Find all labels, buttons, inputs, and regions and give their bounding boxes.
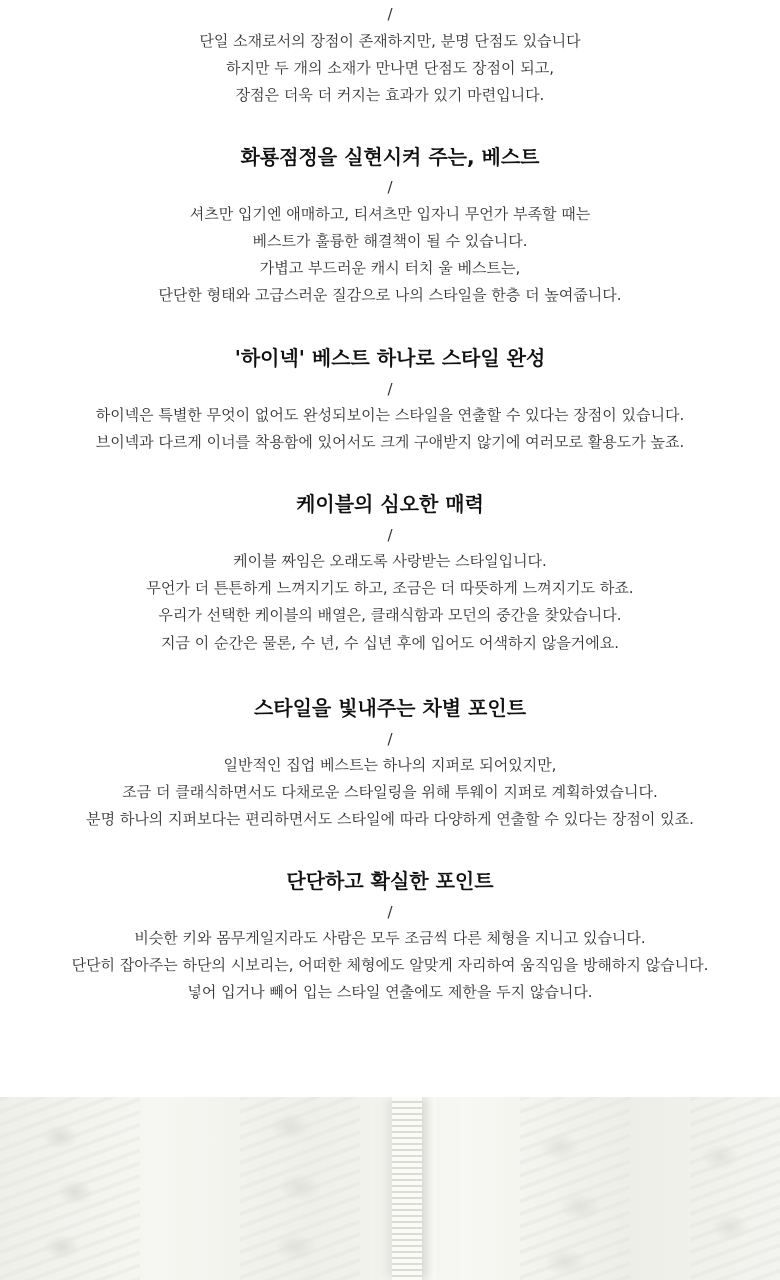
cable-knit-texture: [240, 1097, 360, 1280]
section-text-line: 가볍고 부드러운 캐시 터치 울 베스트는,: [259, 259, 521, 277]
section-text-line: 지금 이 순간은 물론, 수 년, 수 십년 후에 입어도 어색하지 않을거에요.: [161, 634, 619, 652]
section-text-line: 단단히 잡아주는 하단의 시보리는, 어떠한 체형에도 알맞게 자리하여 움직임을 방해하지 않습니다.: [71, 956, 709, 974]
section-text-line: 무언가 더 튼튼하게 느껴지기도 하고, 조금은 더 따뜻하게 느껴지기도 하죠.: [146, 579, 634, 597]
section-text-line: 넣어 입거나 빼어 입는 스타일 연출에도 제한을 두지 않습니다.: [187, 983, 593, 1001]
zipper-tape: [378, 1097, 392, 1280]
cable-knit-texture: [0, 1097, 140, 1280]
section-heading: '하이넥' 베스트 하나로 스타일 완성: [234, 346, 546, 370]
section-text-line: 우리가 선택한 케이블의 배열은, 클래식함과 모던의 중간을 찾았습니다.: [158, 606, 622, 624]
zipper: [392, 1097, 422, 1280]
section-divider: /: [387, 178, 393, 196]
section-text-line: 하이넥은 특별한 무엇이 없어도 완성되보이는 스타일을 연출할 수 있다는 장점이 있습니다.: [95, 406, 685, 424]
section-text-line: 셔츠만 입기엔 애매하고, 티셔츠만 입자니 무언가 부족할 때는: [189, 205, 591, 223]
section-text-line: 분명 하나의 지퍼보다는 편리하면서도 스타일에 따라 다양하게 연출할 수 있다는 장점이 있죠.: [86, 810, 694, 828]
section-text-line: 장점은 더욱 더 커지는 효과가 있기 마련입니다.: [235, 86, 545, 104]
section-divider: /: [387, 730, 393, 748]
section-text-line: 단일 소재로서의 장점이 존재하지만, 분명 단점도 있습니다: [199, 32, 581, 50]
section-text-line: 일반적인 집업 베스트는 하나의 지퍼로 되어있지만,: [223, 756, 557, 774]
product-photo: [0, 1097, 780, 1280]
cable-knit-texture: [690, 1097, 780, 1280]
zipper-tape: [422, 1097, 436, 1280]
section-heading: 스타일을 빛내주는 차별 포인트: [253, 696, 527, 720]
cable-knit-texture: [520, 1097, 630, 1280]
section-text-line: 비슷한 키와 몸무게일지라도 사람은 모두 조금씩 다른 체형을 지니고 있습니다.: [134, 929, 646, 947]
section-text-line: 브이넥과 다르게 이너를 착용함에 있어서도 크게 구애받지 않기에 여러모로 활용도가 높죠.: [95, 433, 685, 451]
section-text-line: 하지만 두 개의 소재가 만나면 단점도 장점이 되고,: [226, 59, 554, 77]
section-text-line: 베스트가 훌륭한 해결책이 될 수 있습니다.: [252, 232, 528, 250]
section-text-line: 조금 더 클래식하면서도 다채로운 스타일링을 위해 투웨이 지퍼로 계획하였습니다.: [122, 783, 658, 801]
section-text-line: 단단한 형태와 고급스러운 질감으로 나의 스타일을 한층 더 높여줍니다.: [158, 286, 622, 304]
section-heading: 단단하고 확실한 포인트: [286, 869, 494, 893]
section-divider: /: [387, 5, 393, 23]
section-divider: /: [387, 903, 393, 921]
section-text-line: 케이블 짜임은 오래도록 사랑받는 스타일입니다.: [233, 552, 547, 570]
section-divider: /: [387, 380, 393, 398]
section-divider: /: [387, 526, 393, 544]
section-heading: 화룡점정을 실현시켜 주는, 베스트: [240, 145, 540, 169]
section-heading: 케이블의 심오한 매력: [296, 492, 484, 516]
